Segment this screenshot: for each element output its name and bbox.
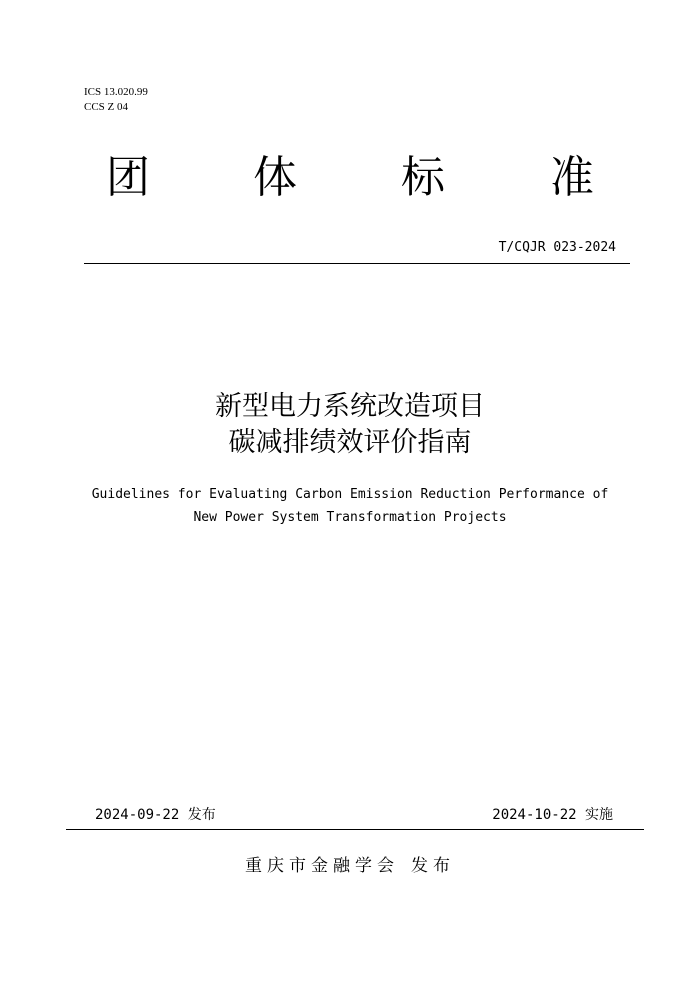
standard-type-char: 体 <box>253 152 297 203</box>
english-title-line-1: Guidelines for Evaluating Carbon Emission Reduction Performance of <box>91 487 609 502</box>
implementation-date-label: 实施 <box>585 807 613 823</box>
publisher-line <box>0 855 700 877</box>
issue-date <box>95 806 216 824</box>
chinese-title-line-2: 碳减排绩效评价指南 <box>228 427 472 458</box>
standard-type-char: 准 <box>550 152 594 203</box>
ics-code: ICS 13.020.99 <box>84 86 148 98</box>
standard-type-char: 团 <box>106 152 150 203</box>
english-title-line-2: New Power System Transformation Projects <box>193 510 507 525</box>
top-divider <box>84 263 630 264</box>
publisher-name: 重庆市金融学会 <box>245 856 399 876</box>
classification-codes <box>84 85 148 115</box>
ccs-code: CCS Z 04 <box>84 101 129 113</box>
implementation-date-value: 2024-10-22 <box>492 807 577 823</box>
publisher-label: 发布 <box>411 856 455 876</box>
issue-date-label: 发布 <box>187 807 216 823</box>
issue-date-value: 2024-09-22 <box>95 807 180 823</box>
implementation-date <box>492 806 613 824</box>
bottom-divider <box>66 829 644 830</box>
standard-type-char: 标 <box>401 152 445 203</box>
standard-number: T/CQJR 023-2024 <box>498 240 616 255</box>
chinese-title-line-1: 新型电力系统改造项目 <box>215 391 485 422</box>
